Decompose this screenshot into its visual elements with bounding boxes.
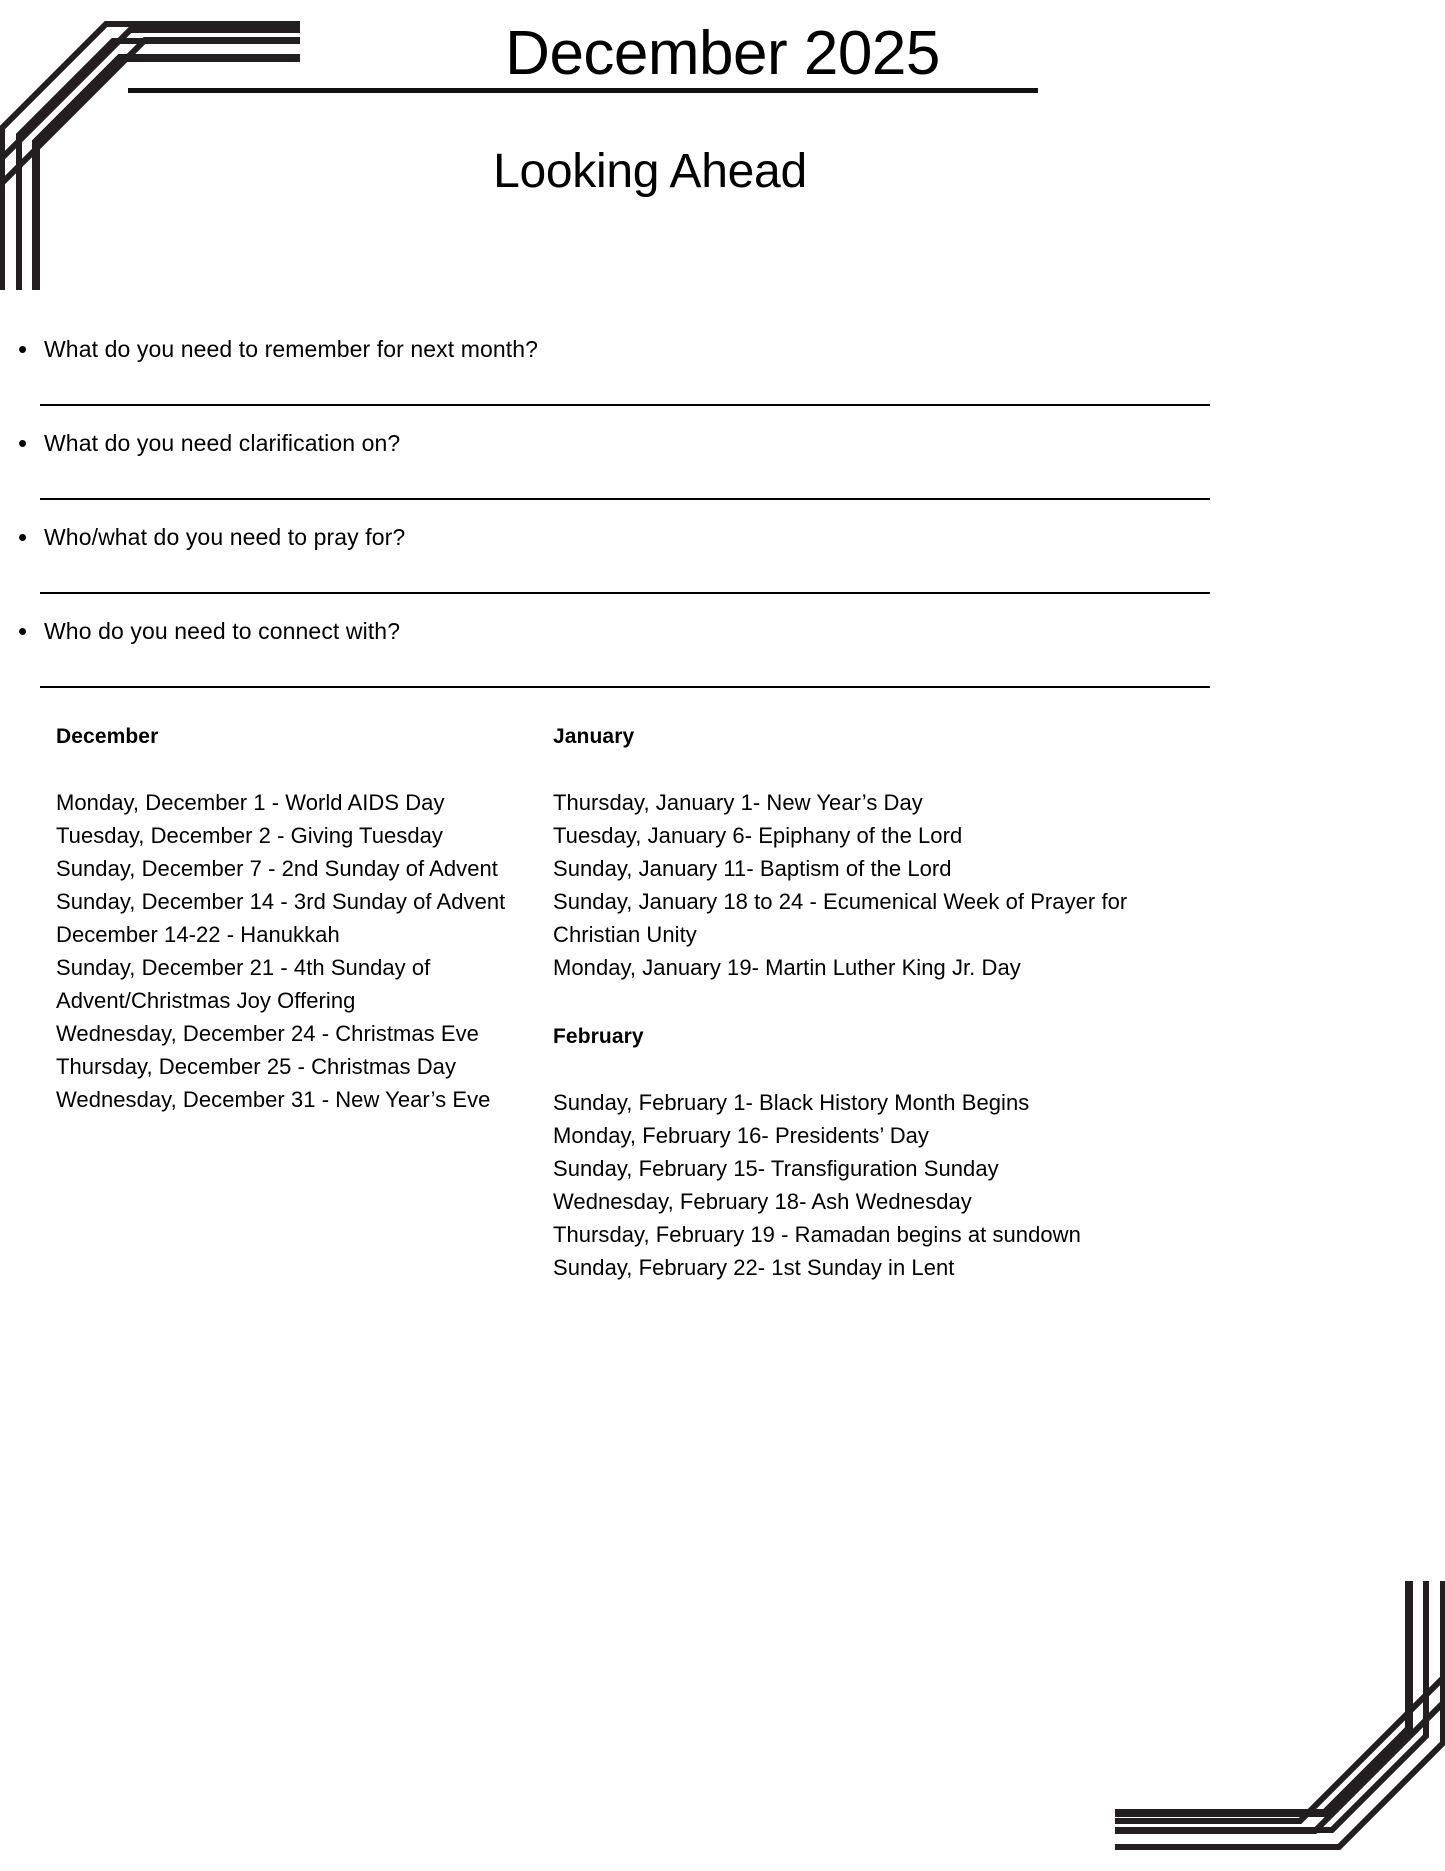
bottom-right-corner-decoration-icon xyxy=(1115,1571,1445,1871)
list-item: Tuesday, December 2 - Giving Tuesday xyxy=(56,823,443,848)
list-item: Sunday, December 14 - 3rd Sunday of Advent xyxy=(56,889,506,914)
bullet-icon: • xyxy=(18,616,28,646)
bullet-icon: • xyxy=(18,522,28,552)
question-block xyxy=(0,614,1445,708)
month-heading-january: January xyxy=(553,725,635,748)
december-event-list xyxy=(56,786,545,1116)
list-item: Wednesday, December 24 - Christmas Eve xyxy=(56,1021,479,1046)
list-item: Wednesday, February 18- Ash Wednesday xyxy=(553,1189,972,1214)
list-item: Monday, January 19- Martin Luther King Jr. Day xyxy=(553,955,1021,980)
answer-write-in-line[interactable] xyxy=(40,592,1210,594)
list-item: Monday, December 1 - World AIDS Day xyxy=(56,790,445,815)
question-block xyxy=(0,332,1445,426)
page-title: December 2025 xyxy=(505,19,940,88)
january-event-list xyxy=(553,786,1185,984)
december-column xyxy=(0,722,545,1284)
upcoming-months-section xyxy=(0,722,1445,1284)
list-item: Sunday, January 18 to 24 - Ecumenical Week of Prayer for Christian Unity xyxy=(553,889,1128,947)
page-subtitle: Looking Ahead xyxy=(493,145,807,198)
list-item: Sunday, December 7 - 2nd Sunday of Advent xyxy=(56,856,498,881)
list-item: Sunday, December 21 - 4th Sunday of Advent/Christmas Joy Offering xyxy=(56,955,431,1013)
bullet-icon: • xyxy=(18,428,28,458)
list-item: Tuesday, January 6- Epiphany of the Lord xyxy=(553,823,963,848)
answer-write-in-line[interactable] xyxy=(40,404,1210,406)
list-item: Sunday, February 22- 1st Sunday in Lent xyxy=(553,1255,955,1280)
february-event-list xyxy=(553,1086,1185,1284)
answer-write-in-line[interactable] xyxy=(40,686,1210,688)
list-item: December 14-22 - Hanukkah xyxy=(56,922,340,947)
question-text: What do you need clarification on? xyxy=(44,430,401,456)
answer-write-in-line[interactable] xyxy=(40,498,1210,500)
list-item: Sunday, February 15- Transfiguration Sunday xyxy=(553,1156,999,1181)
question-text: Who do you need to connect with? xyxy=(44,618,401,644)
header-divider xyxy=(128,88,1038,93)
list-item: Thursday, January 1- New Year’s Day xyxy=(553,790,923,815)
january-february-column xyxy=(545,722,1185,1284)
question-text: Who/what do you need to pray for? xyxy=(44,524,406,550)
question-block xyxy=(0,426,1445,520)
list-item: Wednesday, December 31 - New Year’s Eve xyxy=(56,1087,491,1112)
list-item: Monday, February 16- Presidents’ Day xyxy=(553,1123,929,1148)
month-heading-december: December xyxy=(56,725,159,748)
list-item: Sunday, February 1- Black History Month Begins xyxy=(553,1090,1030,1115)
list-item: Sunday, January 11- Baptism of the Lord xyxy=(553,856,952,881)
bullet-icon: • xyxy=(18,334,28,364)
page-header xyxy=(0,0,1445,300)
list-item: Thursday, February 19 - Ramadan begins at sundown xyxy=(553,1222,1081,1247)
question-block xyxy=(0,520,1445,614)
list-item: Thursday, December 25 - Christmas Day xyxy=(56,1054,457,1079)
question-text: What do you need to remember for next month? xyxy=(44,336,539,362)
reflection-questions-section xyxy=(0,332,1445,708)
month-heading-february: February xyxy=(553,1025,644,1048)
